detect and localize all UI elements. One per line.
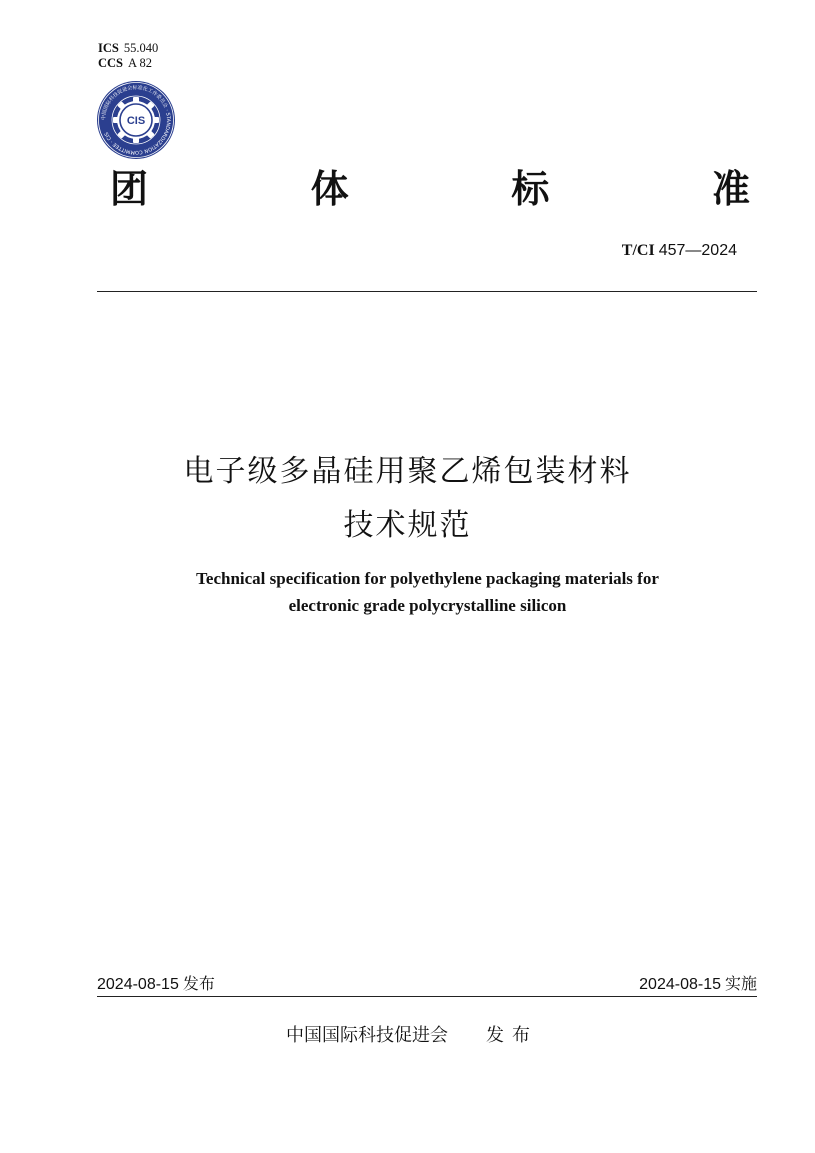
top-divider xyxy=(97,291,757,292)
ccs-label: CCS xyxy=(98,56,124,70)
classification-codes xyxy=(98,41,158,71)
implementation-date-value: 2024-08-15 xyxy=(639,976,721,993)
standard-type-heading xyxy=(110,165,750,213)
standard-type-char: 标 xyxy=(511,167,550,211)
seal-cis-text: CIS xyxy=(126,115,146,127)
standard-type-char: 体 xyxy=(310,167,349,211)
standard-type-char: 准 xyxy=(711,167,750,211)
ics-label: ICS xyxy=(98,41,119,55)
release-date xyxy=(97,971,215,994)
ccs-row xyxy=(98,56,158,71)
standard-code-number: 457—2024 xyxy=(658,242,737,259)
bottom-divider xyxy=(97,996,757,997)
publisher-line xyxy=(286,1021,538,1047)
ccs-code: A 82 xyxy=(128,56,152,70)
standard-code-prefix: T/CI xyxy=(621,242,655,259)
standard-type-char: 团 xyxy=(110,167,149,211)
cis-seal-icon xyxy=(96,80,176,160)
title-en-line-2: electronic grade polycrystalline silicon xyxy=(288,596,567,615)
standard-code xyxy=(622,242,737,260)
seal-ring-text: 中国国际科技促进会标准化工作委员会 · STANDARDIZATION COMMITTEE · CIS xyxy=(100,84,172,156)
title-en-line-1: Technical specification for polyethylene packaging materials for xyxy=(196,569,659,588)
title-cn-line-1: 电子级多晶硅用聚乙烯包装材料 xyxy=(183,454,632,489)
implementation-label: 实施 xyxy=(724,974,757,993)
title-cn-line-2: 技术规范 xyxy=(343,508,472,543)
publisher-name: 中国国际科技促进会 xyxy=(286,1025,448,1046)
release-label: 发布 xyxy=(182,974,215,993)
implementation-date xyxy=(639,971,757,994)
publisher-action: 发布 xyxy=(486,1025,538,1046)
release-date-value: 2024-08-15 xyxy=(97,976,179,993)
ics-code: 55.040 xyxy=(123,41,159,55)
ics-row xyxy=(98,41,158,56)
